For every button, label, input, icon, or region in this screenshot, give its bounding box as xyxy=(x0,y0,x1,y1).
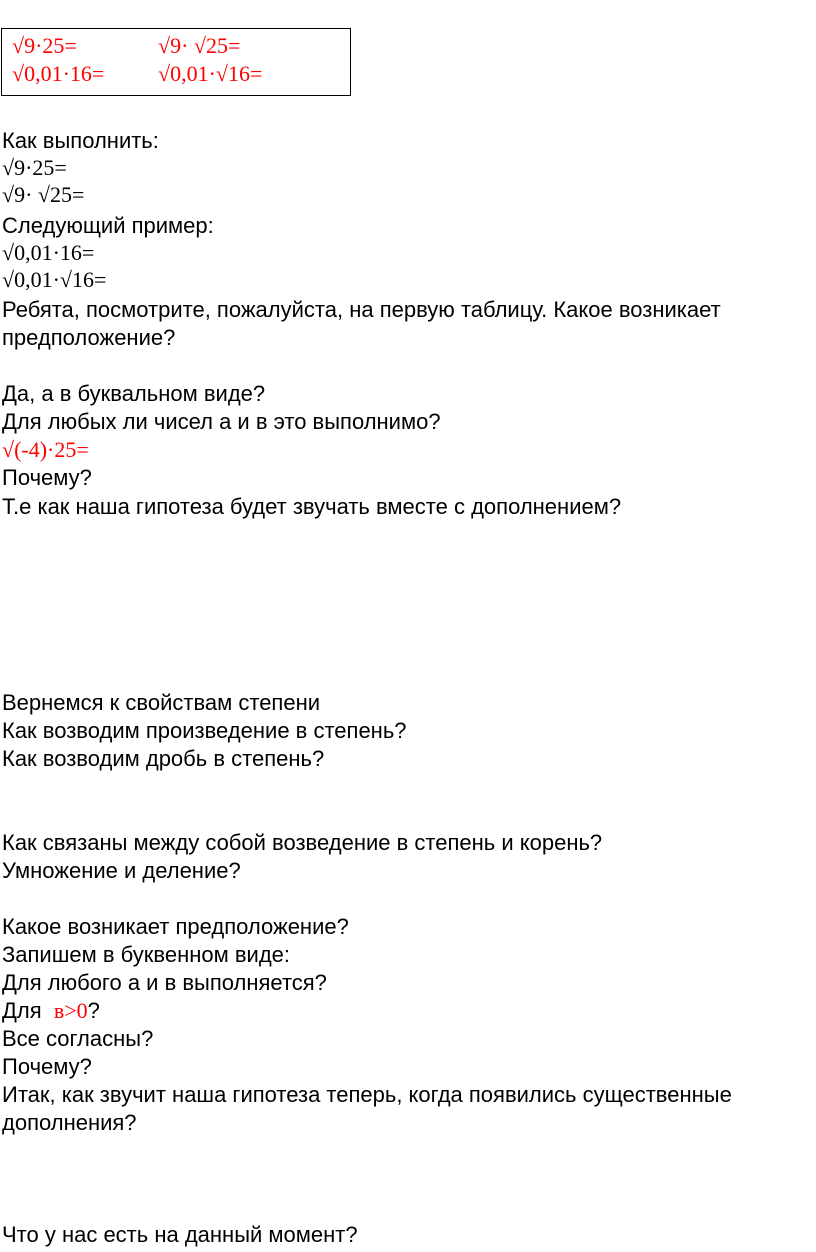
text-line: Как возводим дробь в степень? xyxy=(2,746,325,771)
text-line-next-example: Следующий пример: xyxy=(2,213,214,238)
text-line: Да, а в буквальном виде? xyxy=(2,381,266,406)
text-line: Что у нас есть на данный момент? xyxy=(2,1222,358,1247)
table-cell-r2c1: √0,01·16= xyxy=(12,61,105,86)
table-cell-r1c1: √9·25= xyxy=(12,33,77,58)
text-line: Как возводим произведение в степень? xyxy=(2,718,407,743)
formula-line: √9· √25= xyxy=(2,182,85,207)
text-line: Т.е как наша гипотеза будет звучать вместе с дополнением? xyxy=(2,494,622,519)
formula-line: √0,01·16= xyxy=(2,240,95,265)
text-line: дополнения? xyxy=(2,1110,137,1135)
text-line: Ребята, посмотрите, пожалуйста, на первую таблицу. Какое возникает xyxy=(2,297,721,322)
formula-table xyxy=(1,28,351,96)
text-line: Для любых ли чисел а и в это выполнимо? xyxy=(2,409,441,434)
text-line: Почему? xyxy=(2,1054,92,1079)
table-cell-r2c2: √0,01·√16= xyxy=(158,61,263,86)
condition-suffix: ? xyxy=(87,998,100,1023)
text-line: Умножение и деление? xyxy=(2,858,241,883)
text-line: Вернемся к свойствам степени xyxy=(2,690,321,715)
table-cell-r1c2: √9· √25= xyxy=(158,33,241,58)
text-line: Какое возникает предположение? xyxy=(2,914,349,939)
text-line: Все согласны? xyxy=(2,1026,154,1051)
text-line: предположение? xyxy=(2,325,176,350)
text-line-how-to: Как выполнить: xyxy=(2,128,159,153)
text-line: Почему? xyxy=(2,465,92,490)
text-line: Запишем в буквенном виде: xyxy=(2,942,290,967)
formula-line: √0,01·√16= xyxy=(2,267,107,292)
text-line: Для любого а и в выполняется? xyxy=(2,970,327,995)
text-line: Как связаны между собой возведение в степень и корень? xyxy=(2,830,603,855)
text-line: Итак, как звучит наша гипотеза теперь, когда появились существенные xyxy=(2,1082,732,1107)
formula-line: √9·25= xyxy=(2,155,67,180)
text-line-condition xyxy=(2,998,100,1024)
formula-line-red: √(-4)·25= xyxy=(2,437,89,462)
condition-red: в>0 xyxy=(53,998,88,1023)
condition-prefix: Для xyxy=(2,998,54,1023)
